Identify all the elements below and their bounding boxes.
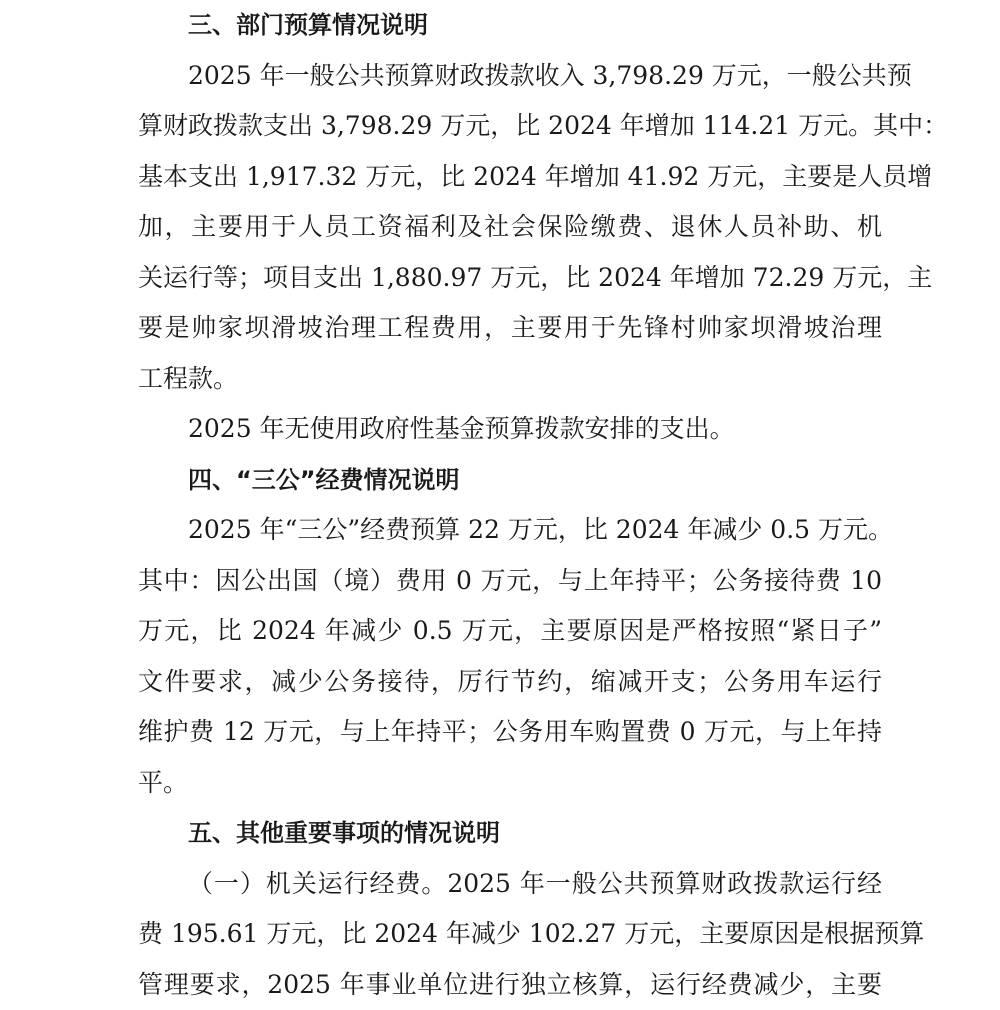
text-line: 2025 年一般公共预算财政拨款收入 3,798.29 万元，一般公共预	[138, 51, 882, 102]
text-line: 工程款。	[138, 354, 882, 405]
section-heading-three-public: 四、“三公”经费情况说明	[138, 455, 882, 506]
document-page	[138, 0, 882, 1010]
text-line: 平。	[138, 758, 882, 809]
text-line: 加，主要用于人员工资福利及社会保险缴费、退休人员补助、机	[138, 202, 882, 253]
text-line: 费 195.61 万元，比 2024 年减少 102.27 万元，主要原因是根据预算	[138, 909, 882, 960]
paragraph-budget-income	[138, 51, 882, 405]
text-line: 2025 年无使用政府性基金预算拨款安排的支出。	[138, 404, 882, 455]
text-line: 基本支出 1,917.32 万元，比 2024 年增加 41.92 万元，主要是人员增	[138, 152, 882, 203]
text-line: 万元，比 2024 年减少 0.5 万元，主要原因是严格按照“紧日子”	[138, 606, 882, 657]
paragraph-operating-costs	[138, 859, 882, 1010]
text-line: 2025 年“三公”经费预算 22 万元，比 2024 年减少 0.5 万元。	[138, 505, 882, 556]
paragraph-fund-budget	[138, 404, 882, 455]
text-line: （一）机关运行经费。2025 年一般公共预算财政拨款运行经	[138, 859, 882, 910]
text-line: 维护费 12 万元，与上年持平；公务用车购置费 0 万元，与上年持	[138, 707, 882, 758]
text-line: 算财政拨款支出 3,798.29 万元，比 2024 年增加 114.21 万元。其中：	[138, 101, 882, 152]
text-line: 要是帅家坝滑坡治理工程费用，主要用于先锋村帅家坝滑坡治理	[138, 303, 882, 354]
text-line: 文件要求，减少公务接待，厉行节约，缩减开支；公务用车运行	[138, 657, 882, 708]
paragraph-three-public	[138, 505, 882, 808]
section-heading-other-matters: 五、其他重要事项的情况说明	[138, 808, 882, 859]
text-line: 关运行等；项目支出 1,880.97 万元，比 2024 年增加 72.29 万元，主	[138, 253, 882, 304]
text-line: 其中：因公出国（境）费用 0 万元，与上年持平；公务接待费 10	[138, 556, 882, 607]
text-line: 管理要求，2025 年事业单位进行独立核算，运行经费减少，主要	[138, 960, 882, 1010]
section-heading-budget: 三、部门预算情况说明	[138, 0, 882, 51]
